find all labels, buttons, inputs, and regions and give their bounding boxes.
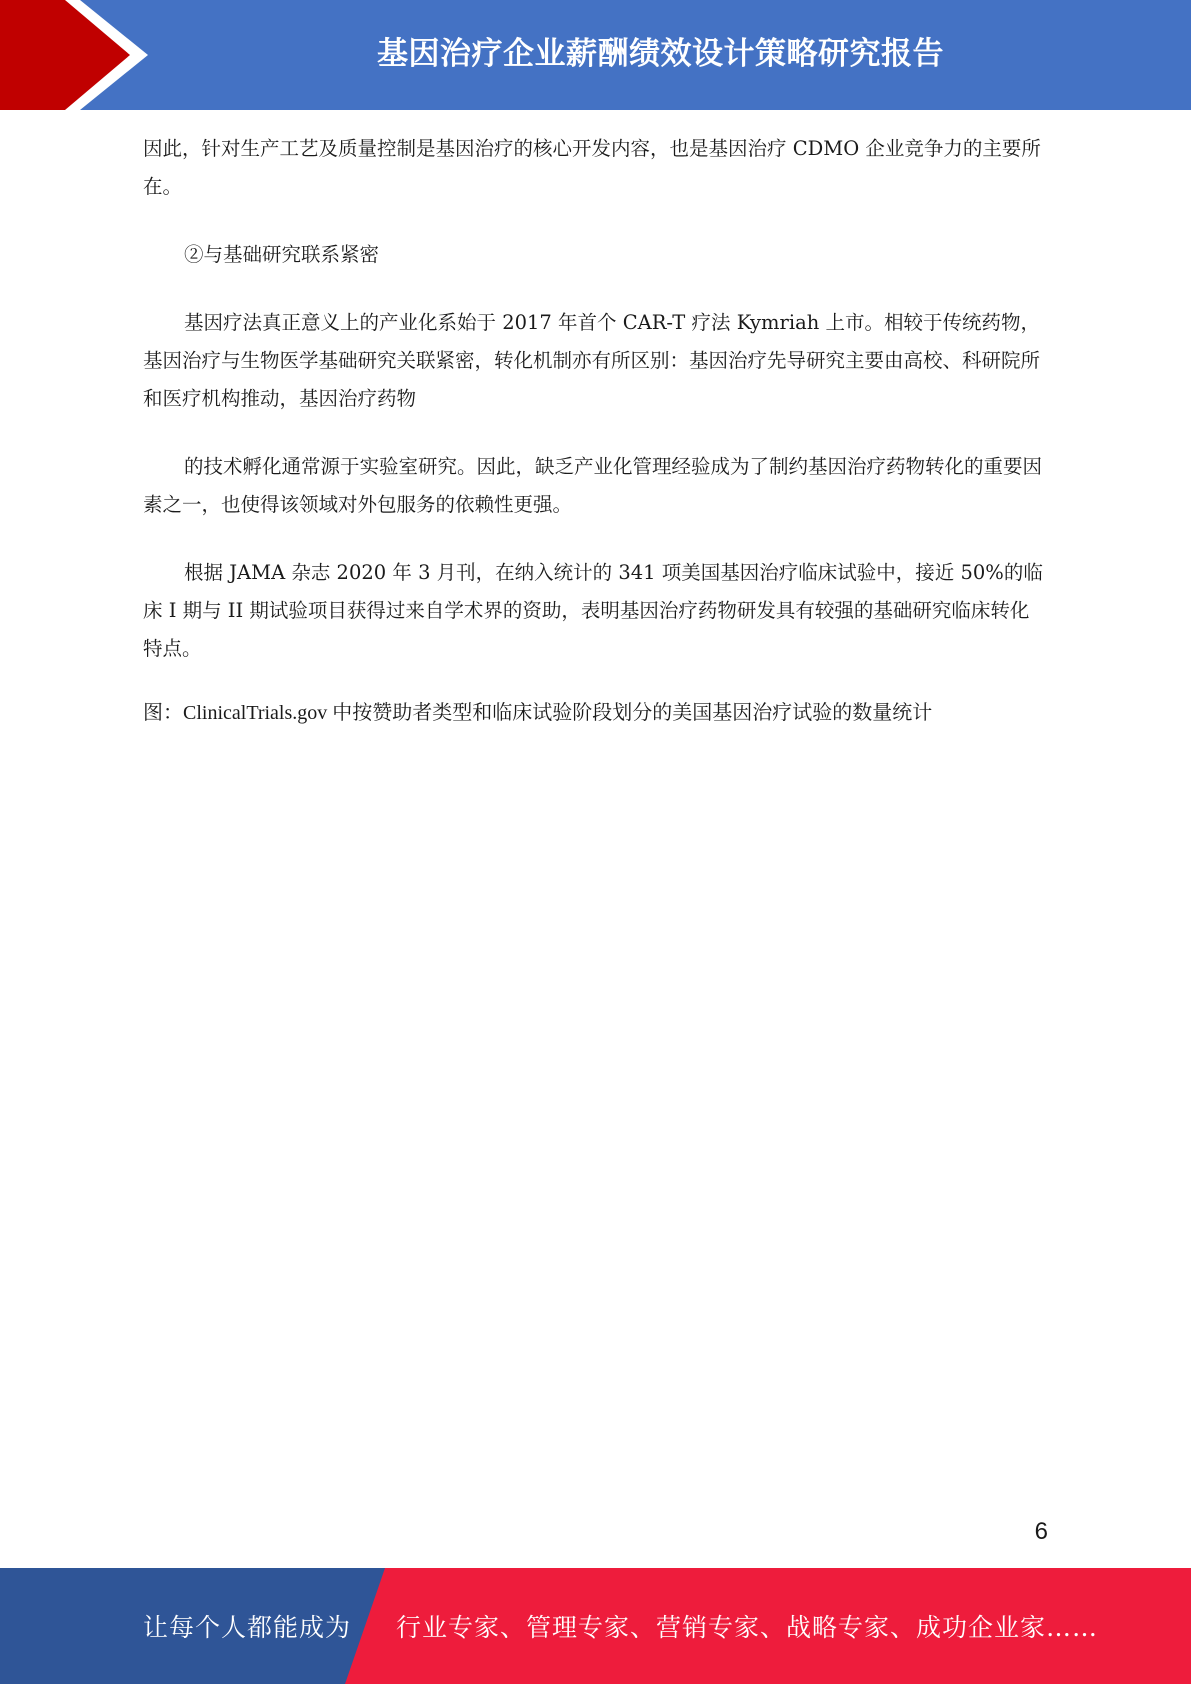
figure-caption: 图：ClinicalTrials.gov 中按赞助者类型和临床试验阶段划分的美国基因治疗试验的数量统计 [143,702,933,724]
page-number: 6 [1034,1518,1048,1545]
page-footer [0,1568,1191,1684]
paragraph-4: 根据 JAMA 杂志 2020 年 3 月刊，在纳入统计的 341 项美国基因治疗临床试验中，接近 50%的临床 I 期与 II 期试验项目获得过来自学术界的资助，表明基因治疗药物研发具有较强的基础研究临床转化特点。 [143,561,1043,660]
paragraph-3: 的技术孵化通常源于实验室研究。因此，缺乏产业化管理经验成为了制约基因治疗药物转化的重要因素之一，也使得该领域对外包服务的依赖性更强。 [143,455,1043,516]
document-title: 基因治疗企业薪酬绩效设计策略研究报告 [377,35,944,72]
document-body [143,130,1048,762]
paragraph-1: 因此，针对生产工艺及质量控制是基因治疗的核心开发内容，也是基因治疗 CDMO 企业竞争力的主要所在。 [143,137,1041,198]
page-header [0,0,1191,110]
subheading: ②与基础研究联系紧密 [184,243,380,266]
footer-slogan-left: 让每个人都能成为 [143,1613,352,1642]
footer-slogan-right: 行业专家、管理专家、营销专家、战略专家、成功企业家…… [396,1613,1099,1642]
paragraph-2: 基因疗法真正意义上的产业化系始于 2017 年首个 CAR-T 疗法 Kymriah 上市。相较于传统药物，基因治疗与生物医学基础研究关联紧密，转化机制亦有所区别：基因治疗先导研究主要由高校、科研院所和医疗机构推动，基因治疗药物 [143,311,1041,410]
